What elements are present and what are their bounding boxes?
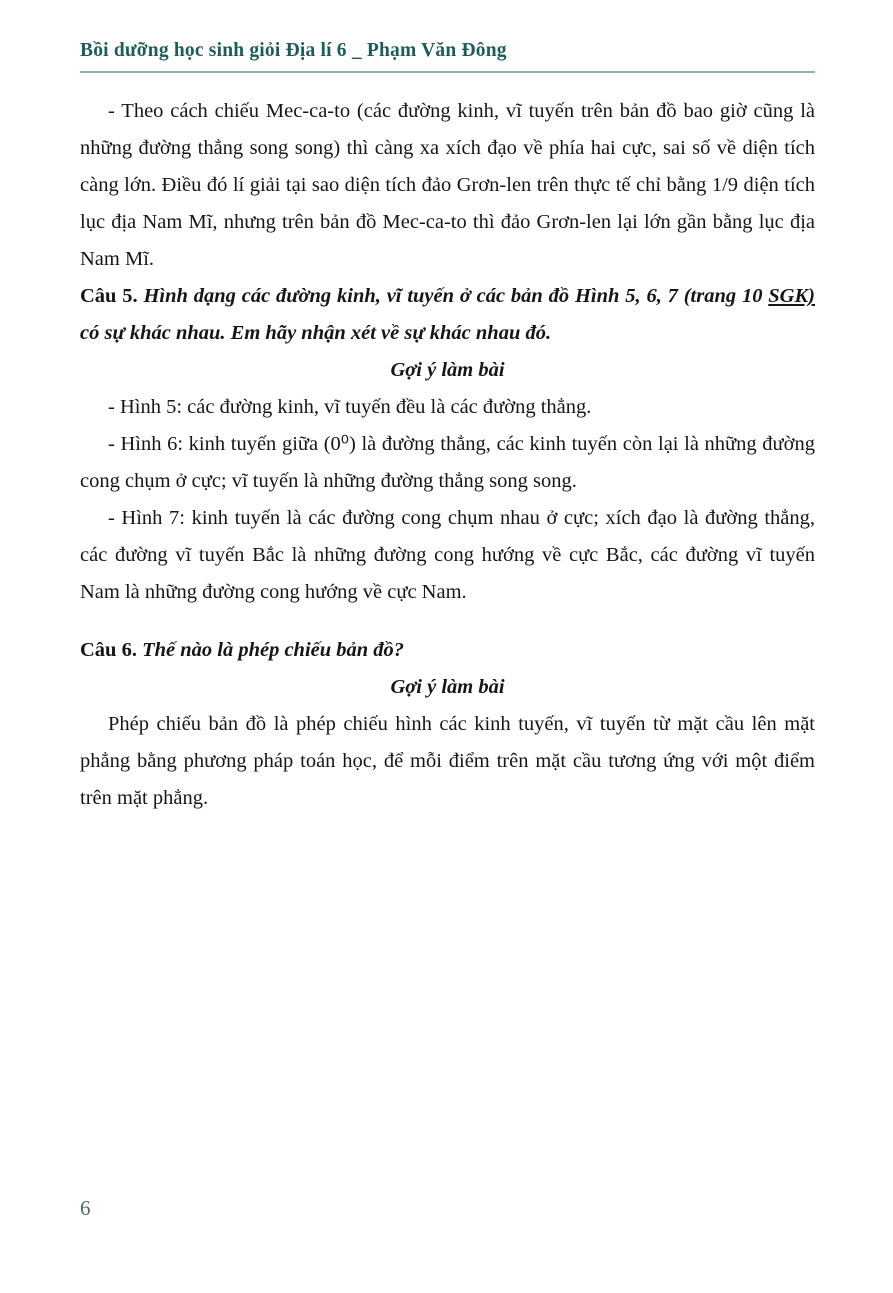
paragraph-mercator-projection: - Theo cách chiếu Mec-ca-to (các đường kinh, vĩ tuyến trên bản đồ bao giờ cũng là những đường thẳng song song) thì càng xa xích đạo về phía hai cực, sai số về diện tích càng lớn. Điều đó lí giải tại sao diện tích đảo Grơn-len trên thực tế chỉ bằng 1/9 diện tích lục địa Nam Mĩ, nhưng trên bản đồ Mec-ca-to thì đảo Grơn-len lại lớn gần bằng lục địa Nam Mĩ. — [80, 100, 815, 270]
answer-hinh-5: - Hình 5: các đường kinh, vĩ tuyến đều là các đường thẳng. — [108, 396, 592, 418]
question-5-text-before: Hình dạng các đường kinh, vĩ tuyến ở các bản đồ Hình 5, 6, 7 (trang 10 — [143, 285, 763, 307]
question-6 — [80, 632, 815, 669]
document-header — [80, 40, 815, 73]
hint-heading-question-6: Gợi ý làm bài — [390, 676, 505, 698]
answer-hinh-6: - Hình 6: kinh tuyến giữa (0⁰) là đường thẳng, các kinh tuyến còn lại là những đường cong chụm ở cực; vĩ tuyến là những đường thẳng song song. — [80, 433, 815, 492]
page-number: 6 — [80, 1196, 91, 1220]
question-5-text-after: có sự khác nhau. Em hãy nhận xét về sự khác nhau đó. — [80, 322, 552, 344]
running-header-title: Bồi dưỡng học sinh giỏi Địa lí 6 _ Phạm Văn Đông — [80, 40, 507, 61]
document-body — [80, 93, 815, 817]
question-5 — [80, 278, 815, 352]
question-5-label: Câu 5. — [80, 285, 138, 307]
answer-hinh-7: - Hình 7: kinh tuyến là các đường cong chụm nhau ở cực; xích đạo là đường thẳng, các đường vĩ tuyến Bắc là những đường cong hướng về cực Bắc, các đường vĩ tuyến Nam là những đường cong hướng về cực Nam. — [80, 507, 815, 603]
question-5-underlined-sgk: SGK) — [768, 285, 815, 307]
question-6-label: Câu 6. — [80, 639, 137, 661]
question-6-text: Thế nào là phép chiếu bản đồ? — [142, 639, 405, 661]
paragraph-map-projection-definition: Phép chiếu bản đồ là phép chiếu hình các kinh tuyến, vĩ tuyến từ mặt cầu lên mặt phẳng bằng phương pháp toán học, để mỗi điểm trên mặt cầu tương ứng với một điểm trên mặt phẳng. — [80, 713, 815, 809]
hint-heading-question-5: Gợi ý làm bài — [390, 359, 505, 381]
